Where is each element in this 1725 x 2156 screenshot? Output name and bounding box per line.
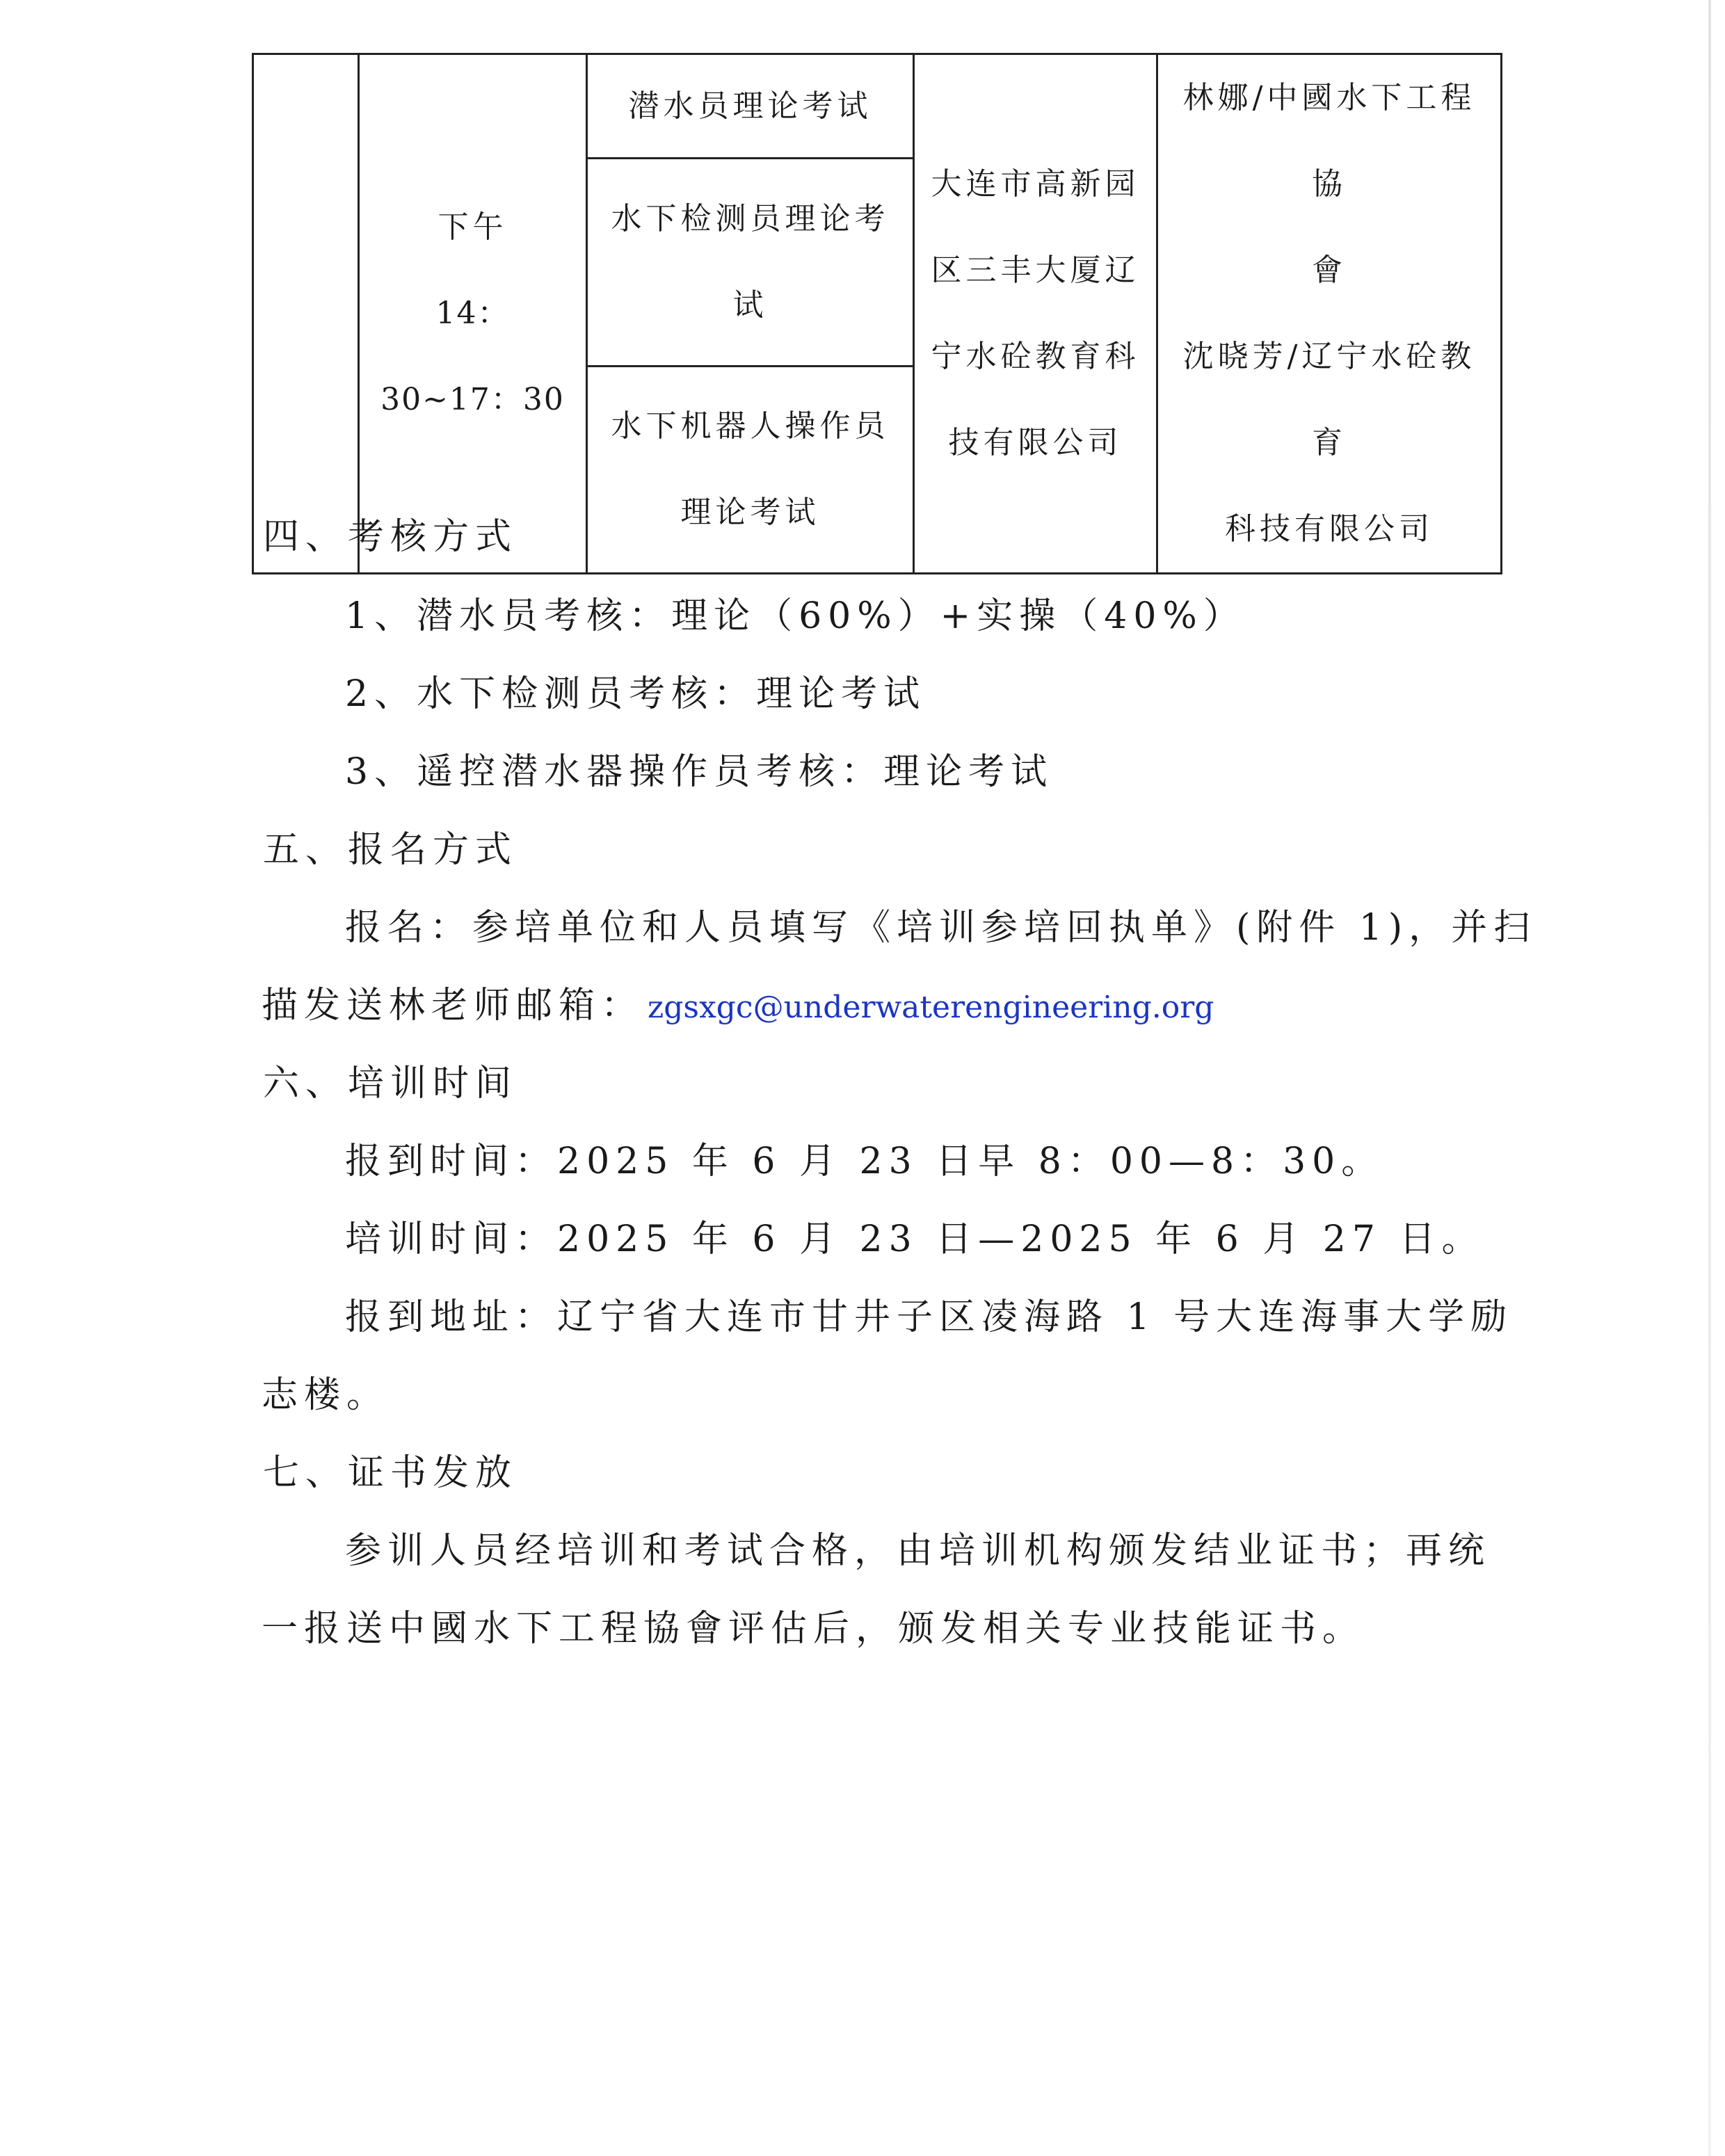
exam-inspector: 水下检测员理论考试 (587, 159, 914, 366)
contact-line: 林娜/中國水下工程協 (1182, 80, 1476, 202)
registration-para-line1: 报名：参培单位和人员填写《培训参培回执单》(附件 1)，并扫 (345, 907, 1537, 949)
table-blank-cell (253, 54, 359, 574)
scan-edge (1708, 0, 1711, 2156)
time-range: 14：30~17：30 (380, 296, 565, 417)
report-address-line2: 志楼。 (262, 1374, 390, 1416)
place-cell (914, 54, 1157, 574)
certificate-para-line2: 一报送中國水下工程協會评估后，颁发相关专业技能证书。 (262, 1608, 1365, 1650)
schedule-table (252, 53, 1502, 574)
registration-para-line2 (262, 978, 1214, 1033)
time-cell (359, 54, 587, 574)
exam-diver: 潜水员理论考试 (587, 54, 914, 159)
assessment-item-2: 2、水下检测员考核：理论考试 (345, 673, 926, 715)
certificate-para-line1: 参训人员经培训和考试合格，由培训机构颁发结业证书；再统 (345, 1530, 1491, 1572)
assessment-item-3: 3、遥控潜水器操作员考核：理论考试 (345, 751, 1054, 793)
contact-cell (1157, 54, 1502, 574)
registration-email-label: 描发送林老师邮箱： (262, 985, 644, 1027)
section-4-title: 四、考核方式 (263, 516, 518, 558)
section-7-title: 七、证书发放 (263, 1452, 518, 1494)
contact-line: 會 (1312, 252, 1347, 288)
exam-robot-operator: 水下机器人操作员理论考试 (587, 366, 914, 573)
training-time: 培训时间：2025 年 6 月 23 日—2025 年 6 月 27 日。 (345, 1218, 1484, 1260)
place-line: 宁水砼教育科 (931, 339, 1140, 374)
registration-email-link[interactable]: zgsxgc@underwaterengineering.org (648, 990, 1214, 1025)
report-time: 报到时间：2025 年 6 月 23 日早 8：00—8：30。 (345, 1141, 1384, 1182)
section-5-title: 五、报名方式 (263, 829, 518, 871)
assessment-item-1: 1、潜水员考核：理论（60%）+实操（40%） (345, 595, 1246, 637)
place-line: 大连市高新园 (931, 166, 1140, 202)
place-line: 技有限公司 (948, 425, 1123, 460)
time-label: 下午 (438, 209, 508, 245)
section-6-title: 六、培训时间 (263, 1063, 518, 1104)
place-line: 区三丰大厦辽 (931, 252, 1140, 288)
report-address-line1: 报到地址：辽宁省大连市甘井子区凌海路 1 号大连海事大学励 (345, 1296, 1514, 1338)
contact-line: 沈晓芳/辽宁水砼教育 (1182, 339, 1476, 460)
contact-line: 科技有限公司 (1225, 511, 1434, 547)
